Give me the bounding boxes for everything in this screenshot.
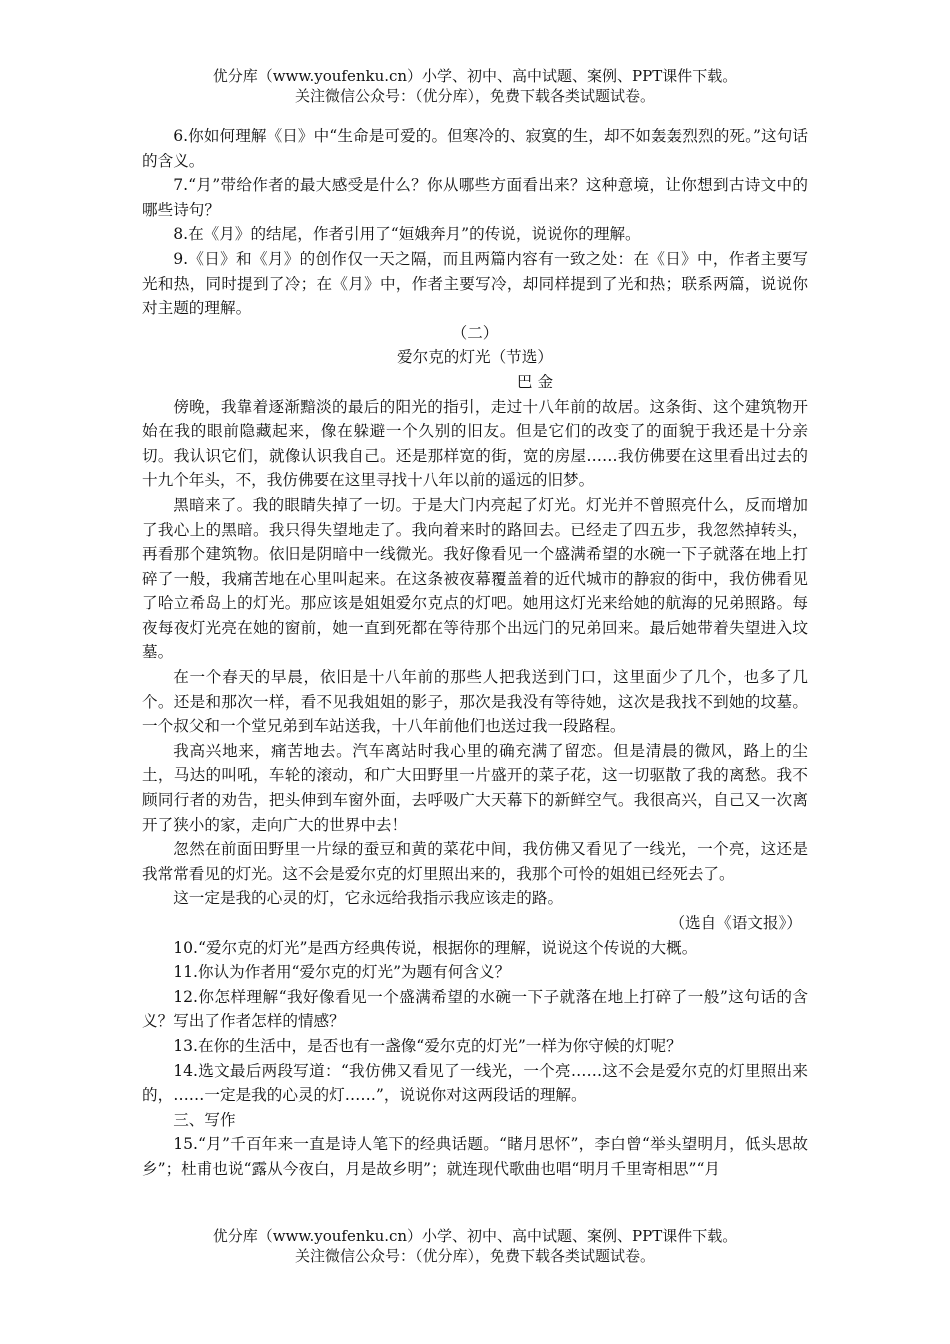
question-15: 15.“月”千百年来一直是诗人笔下的经典话题。“睹月思怀”，李白曾“举头望明月，低头思故乡”；杜甫也说“露从今夜白，月是故乡明”；就连现代歌曲也唱“明月千里寄相思”“月 — [142, 1135, 808, 1178]
footer-line-1: 优分库（www.youfenku.cn）小学、初中、高中试题、案例、PPT课件下载。 — [212, 1227, 738, 1245]
question-12: 12.你怎样理解“我好像看见一个盛满希望的水碗一下子就落在地上打碎了一般”这句话的含义？写出了作者怎样的情感？ — [142, 987, 808, 1031]
article-author: 巴 金 — [516, 372, 554, 391]
question-11: 11.你认为作者用“爱尔克的灯光”为题有何含义？ — [173, 963, 511, 982]
article-paragraph: 傍晚，我靠着逐渐黯淡的最后的阳光的指引，走过十八年前的故居。这条街、这个建筑物开始在我的眼前隐藏起来，像在躲避一个久别的旧友。但是它们的改变了的面貌于我还是十分亲切。我认识它们，就像认识我自己。还是那样宽的街，宽的房屋……我仿佛要在这里看出过去的十九个年头，不，我仿佛要在这里寻找十八年以前的遥远的旧梦。 — [142, 397, 808, 490]
article-source: （选自《语文报》） — [669, 914, 802, 932]
question-14: 14.选文最后两段写道：“我仿佛又看见了一线光，一个亮……这不会是爱尔克的灯里照出来的，……一定是我的心灵的灯……”，说说你对这两段话的理解。 — [142, 1061, 808, 1105]
section-heading-writing: 三、写作 — [173, 1110, 236, 1129]
question-7: 7.“月”带给作者的最大感受是什么？你从哪些方面看出来？这种意境，让你想到古诗文中的哪些诗句？ — [142, 176, 808, 219]
article-paragraph: 在一个春天的早晨，依旧是十八年前的那些人把我送到门口，这里面少了几个，也多了几个。还是和那次一样，看不见我姐姐的影子，那次是我没有等待她，这次是我找不到她的坟墓。一个叔父和一个堂兄弟到车站送我，十八年前他们也送过我一段路程。 — [142, 668, 808, 736]
header-line-1: 优分库（www.youfenku.cn）小学、初中、高中试题、案例、PPT课件下载。 — [212, 67, 738, 85]
question-9: 9.《日》和《月》的创作仅一天之隔，而且两篇内容有一致之处：在《日》中，作者主要写光和热，同时提到了冷；在《月》中，作者主要写冷，却同样提到了光和热；联系两篇，说说你对主题的理解。 — [142, 249, 808, 318]
footer-line-2: 关注微信公众号：（优分库），免费下载各类试题试卷。 — [294, 1247, 655, 1265]
question-10: 10.“爱尔克的灯光”是西方经典传说，根据你的理解，说说这个传说的大概。 — [173, 938, 698, 957]
question-6: 6.你如何理解《日》中“生命是可爱的。但寒冷的、寂寞的生，却不如轰轰烈烈的死。”这句话的含义。 — [142, 127, 808, 170]
article-paragraph: 这一定是我的心灵的灯，它永远给我指示我应该走的路。 — [173, 889, 564, 908]
section-number: （二） — [451, 323, 499, 342]
article-paragraph: 我高兴地来，痛苦地去。汽车离站时我心里的确充满了留恋。但是清晨的微风，路上的尘土，马达的叫吼，车轮的滚动，和广大田野里一片盛开的菜子花，这一切驱散了我的离愁。我不顾同行者的劝告，把头伸到车窗外面，去呼吸广大天幕下的新鲜空气。我很高兴，自己又一次离开了狭小的家，走向广大的世界中去！ — [142, 741, 808, 834]
question-13: 13.在你的生活中，是否也有一盏像“爱尔克的灯光”一样为你守候的灯呢？ — [173, 1036, 682, 1055]
question-8: 8.在《月》的结尾，作者引用了“姮娥奔月”的传说，说说你的理解。 — [173, 225, 641, 244]
document-body — [142, 124, 808, 1182]
header-line-2: 关注微信公众号：（优分库），免费下载各类试题试卷。 — [294, 87, 655, 105]
page-header — [0, 66, 950, 106]
article-paragraph: 黑暗来了。我的眼睛失掉了一切。于是大门内亮起了灯光。灯光并不曾照亮什么，反而增加了我心上的黑暗。我只得失望地走了。我向着来时的路回去。已经走了四五步，我忽然掉转头，再看那个建筑物。依旧是阴暗中一线微光。我好像看见一个盛满希望的水碗一下子就落在地上打碎了一般，我痛苦地在心里叫起来。在这条被夜幕覆盖着的近代城市的静寂的街中，我仿佛看见了哈立希岛上的灯光。那应该是姐姐爱尔克点的灯吧。她用这灯光来给她的航海的兄弟照路。每夜每夜灯光亮在她的窗前，她一直到死都在等待那个出远门的兄弟回来。最后她带着失望进入坟墓。 — [142, 495, 808, 662]
page-footer — [0, 1226, 950, 1266]
article-paragraph: 忽然在前面田野里一片绿的蚕豆和黄的菜花中间，我仿佛又看见了一线光，一个亮，这还是我常常看见的灯光。这不会是爱尔克的灯里照出来的，我那个可怜的姐姐已经死去了。 — [142, 840, 808, 883]
article-title: 爱尔克的灯光（节选） — [397, 348, 553, 367]
